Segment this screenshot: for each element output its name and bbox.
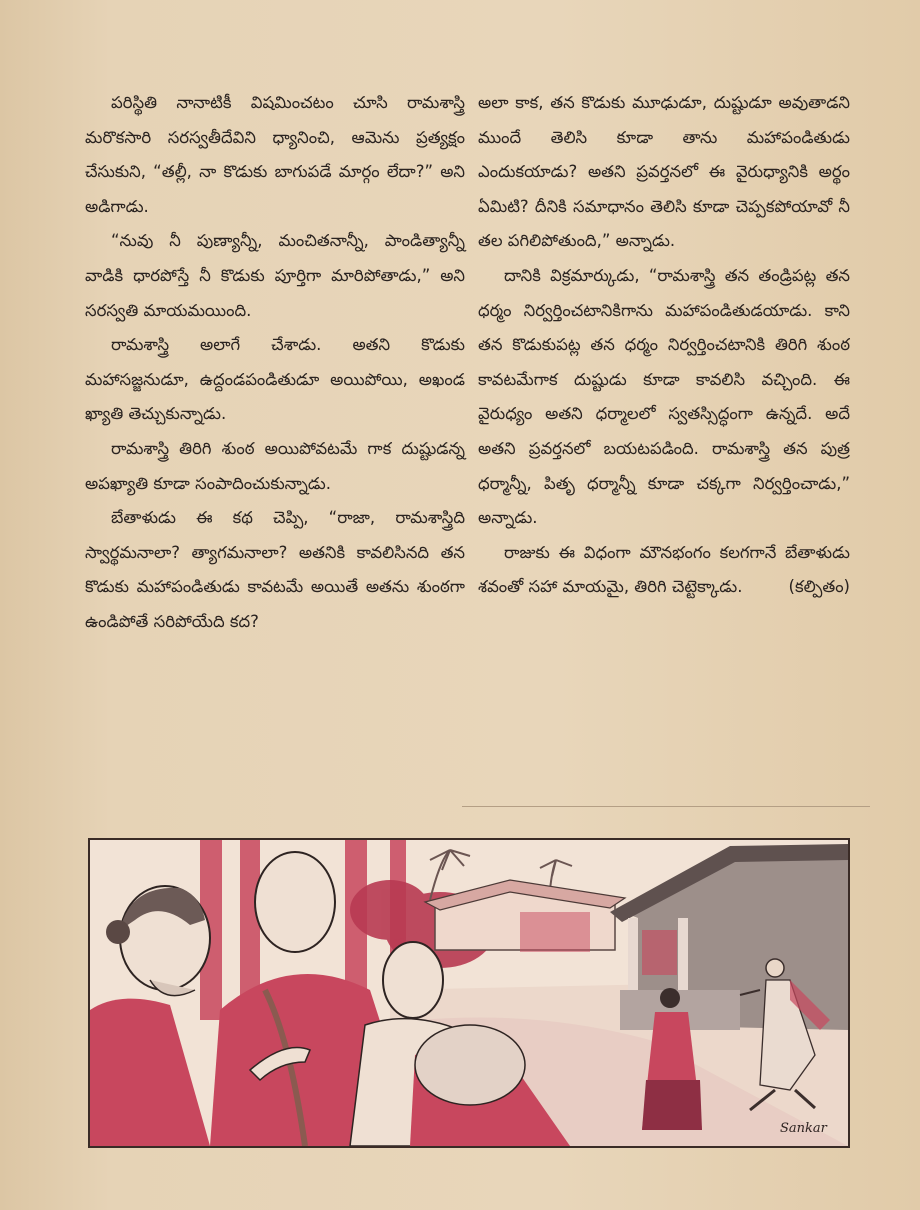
story-illustration xyxy=(88,838,850,1148)
paragraph: రామశాస్త్రి అలాగే చేశాడు. అతని కొడుకు మహాసజ్జనుడూ, ఉద్దండపండితుడూ అయిపోయి, అఖండ ఖ్యాతి తెచ్చుకున్నాడు. xyxy=(85,335,465,424)
column-end-rule xyxy=(462,806,870,807)
paragraph: పరిస్థితి నానాటికీ విషమించటం చూసి రామశాస్త్రి మరొకసారి సరస్వతీదేవిని ధ్యానించి, ఆమెను ప్రత్యక్షం చేసుకుని, “తల్లీ, నా కొడుకు బాగుపడే మార్గం లేదా?” అని అడిగాడు. xyxy=(85,93,465,216)
closing-text: రాజుకు ఈ విధంగా మౌనభంగం కలగగానే బేతాళుడు శవంతో సహా మాయమై, తిరిగి చెట్టెక్కాడు. xyxy=(478,542,850,597)
left-text-column xyxy=(85,86,465,640)
right-text-column xyxy=(478,86,850,605)
artist-signature: Sankar xyxy=(780,1121,827,1136)
paragraph: దానికి విక్రమార్కుడు, “రామశాస్త్రి తన తండ్రిపట్ల తన ధర్మం నిర్వర్తించటానికిగాను మహాపండితుడయాడు. కాని తన కొడుకుపట్ల తన ధర్మం నిర్వర్తించటానికి తిరిగి శుంఠ కావటమేగాక దుష్టుడు కూడా కావలిసి వచ్చింది. ఈ వైరుధ్యం అతని ధర్మాలలో స్వతస్సిద్ధంగా ఉన్నదే. అదే అతని ప్రవర్తనలో బయటపడింది. రామశాస్త్రి తన పుత్ర ధర్మాన్నీ, పితృ ధర్మాన్నీ కూడా చక్కగా నిర్వర్తించాడు,” అన్నాడు. xyxy=(478,265,850,528)
paragraph xyxy=(478,536,850,605)
illustration-drawing xyxy=(90,840,848,1146)
paragraph: రామశాస్త్రి తిరిగి శుంఠ అయిపోవటమే గాక దుష్టుడన్న అపఖ్యాతి కూడా సంపాదించుకున్నాడు. xyxy=(85,438,465,493)
paragraph: బేతాళుడు ఈ కథ చెప్పి, “రాజా, రామశాస్త్రిది స్వార్థమనాలా? త్యాగమనాలా? అతనికి కావలిసినది తన కొడుకు మహాపండితుడు కావటమే అయితే అతను శుంఠగా ఉండిపోతే సరిపోయేది కద? xyxy=(85,508,465,631)
source-note: (కల్పితం) xyxy=(788,577,850,597)
paragraph: “నువు నీ పుణ్యాన్నీ, మంచితనాన్నీ, పాండిత్యాన్నీ వాడికి ధారపోస్తే నీ కొడుకు పూర్తిగా మారిపోతాడు,” అని సరస్వతి మాయమయింది. xyxy=(85,231,465,320)
paragraph: అలా కాక, తన కొడుకు మూఢుడూ, దుష్టుడూ అవుతాడని ముందే తెలిసి కూడా తాను మహాపండితుడు ఎందుకయాడు? అతని ప్రవర్తనలో ఈ వైరుధ్యానికి అర్థం ఏమిటి? దీనికి సమాధానం తెలిసి కూడా చెప్పకపోయావో నీ తల పగిలిపోతుంది,” అన్నాడు. xyxy=(478,93,850,251)
